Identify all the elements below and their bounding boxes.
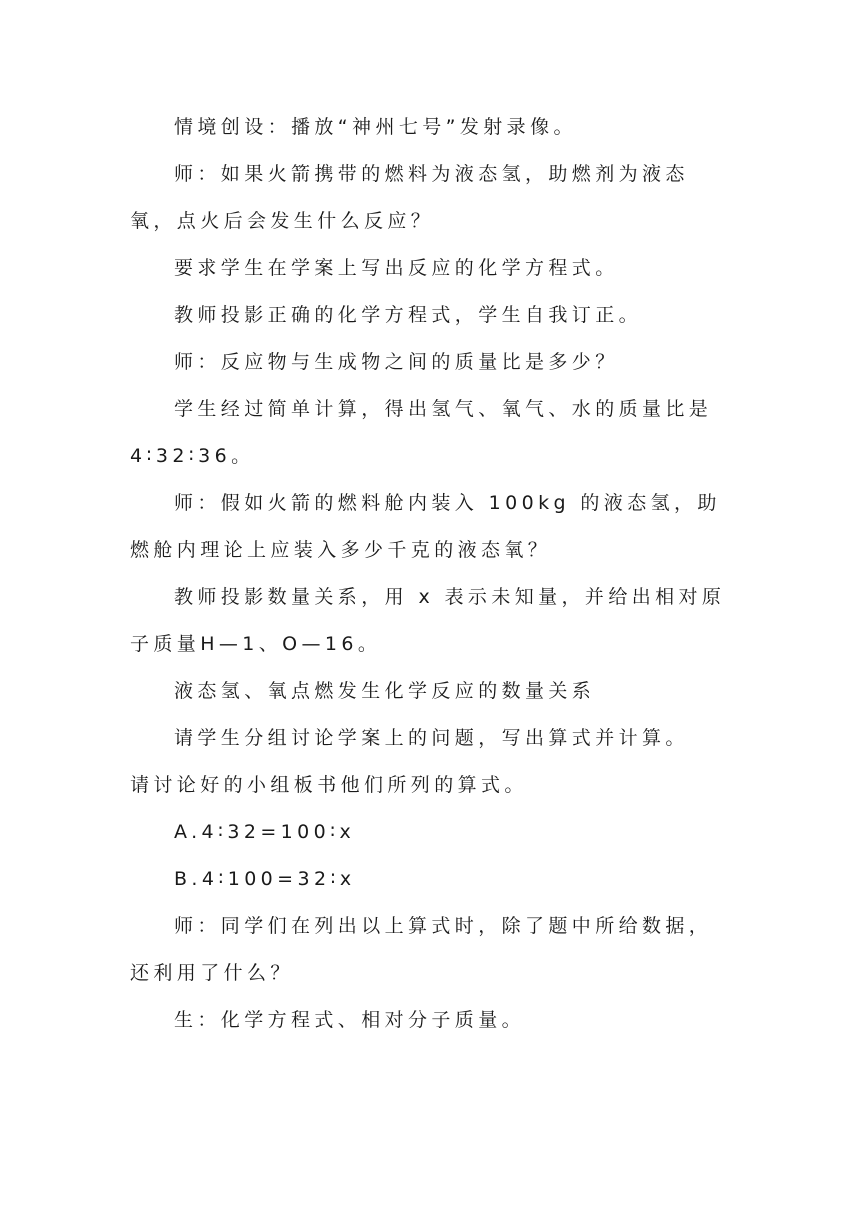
paragraph-project-equation: 教师投影正确的化学方程式，学生自我订正。 — [174, 304, 643, 326]
paragraph-mass-ratio-answer: 学生经过简单计算，得出氢气、氧气、水的质量比是 4∶32∶36。 — [130, 398, 723, 467]
paragraph-scenario: 情境创设：播放“神州七号”发射录像。 — [174, 116, 577, 138]
paragraph-teacher-question-mass-ratio: 师：反应物与生成物之间的质量比是多少？ — [174, 351, 619, 373]
paragraph-formula-a: A.4∶32=100∶x — [174, 821, 356, 843]
paragraph-formula-b: B.4∶100=32∶x — [174, 868, 356, 890]
paragraph-teacher-question-reaction: 师：如果火箭携带的燃料为液态氢，助燃剂为液态氧，点火后会发生什么反应？ — [130, 163, 689, 232]
paragraph-write-equation: 要求学生在学案上写出反应的化学方程式。 — [174, 257, 619, 279]
paragraph-student-answer: 生：化学方程式、相对分子质量。 — [174, 1009, 526, 1031]
paragraph-project-quantities: 教师投影数量关系，用 x 表示未知量，并给出相对原子质量H—1、O—16。 — [130, 586, 726, 655]
paragraph-teacher-question-fuel: 师：假如火箭的燃料舱内装入 100kg 的液态氢，助燃舱内理论上应装入多少千克的液态氧？ — [130, 492, 721, 561]
paragraph-teacher-question-used: 师：同学们在列出以上算式时，除了题中所给数据，还利用了什么？ — [130, 915, 713, 984]
paragraph-quantity-relation-heading: 液态氢、氧点燃发生化学反应的数量关系 — [174, 680, 596, 702]
paragraph-group-discussion: 请学生分组讨论学案上的问题，写出算式并计算。 请讨论好的小组板书他们所列的算式。 — [130, 727, 752, 796]
document-body — [130, 104, 752, 1044]
